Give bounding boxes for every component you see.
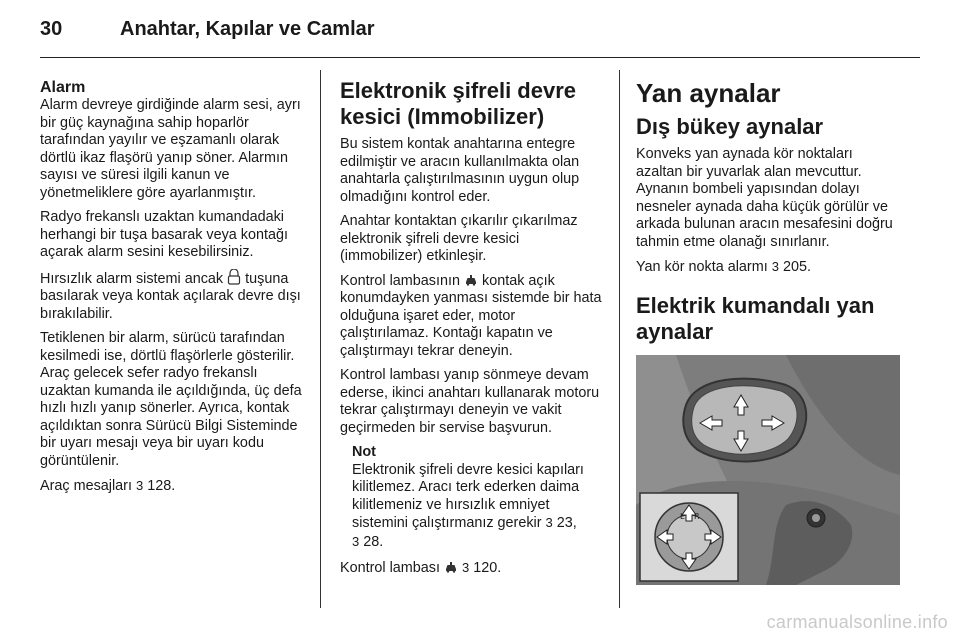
alarm-paragraph-3 (40, 269, 308, 324)
electric-mirrors-heading: Elektrik kumandalı yan aynalar (636, 292, 875, 344)
immobilizer-p3-end: kontak açık konumdayken yanması sistemde bir hata olduğuna işaret eder, motor çalıştırılamaz. Kontağı kapatın ve çalıştırmayı tekrar deneyin. (340, 272, 602, 359)
immobilizer-warning-icon (464, 274, 478, 286)
alarm-p5-text: Araç mesajları (40, 478, 132, 494)
immobilizer-paragraph-2: Anahtar kontaktan çıkarılır çıkarılmaz elektronik şifreli devre kesici (immobilizer) etkinleşir. (340, 213, 578, 264)
blind-spot-reference (636, 258, 902, 277)
column-divider-2 (619, 70, 620, 608)
immobilizer-paragraph-1: Bu sistem kontak anahtarına entegre edilmiştir ve aracın kullanılmakta olan anahtarla çalıştırılmasının uygun olup olmadığını kontrol eder. (340, 136, 580, 205)
note-title: Not (352, 444, 376, 460)
blind-spot-text: Yan kör nokta alarmı (636, 259, 768, 275)
immobilizer-p3-start: Kontrol lambasının (340, 272, 460, 289)
column-side-mirrors (636, 78, 902, 585)
immobilizer-p5-page-link[interactable]: 120. (473, 560, 502, 576)
alarm-p5-page-link[interactable]: 128. (147, 478, 176, 494)
svg-text:R: R (694, 511, 700, 521)
alarm-paragraph-4: Tetiklenen bir alarm, sürücü tarafından kesilmedi ise, dörtlü flaşörlerle gösterilir. Araç gelecek sefer radyo frekanslı uzaktan kumanda ile açıldığında, üç defa hızlı hızlı yanıp sönerler. Ayrıca, kontak açıldıktan sonra Sürücü Bilgi Sisteminde bir uyarı mesajı veya bir uyarı kodu görüntülenir. (40, 330, 302, 469)
alarm-paragraph-1: Alarm devreye girdiğinde alarm sesi, ayrı bir güç kaynağına sahip hoparlör tarafından yayılır ve eşzamanlı olarak dörtlü ikaz flaşörü yanıp söner. Alarmın sayısı ve süresi ilgili kanun ve yönetmeliklere göre ayarlanmıştır. (40, 97, 301, 201)
alarm-p3-end: tuşuna basılarak veya kontak açılarak devre dışı bırakılabilir. (40, 270, 301, 322)
immobilizer-paragraph-3 (340, 273, 602, 361)
alarm-p3-start: Hırsızlık alarm sistemi ancak (40, 270, 224, 287)
alarm-heading: Alarm (40, 79, 86, 96)
ref-arrow-icon: 3 (545, 515, 553, 530)
ref-arrow-icon: 3 (771, 259, 779, 274)
mirror-control-illustration (636, 355, 900, 585)
page-number: 30 (40, 18, 63, 40)
alarm-paragraph-5 (40, 477, 308, 496)
svg-text:L: L (680, 511, 685, 521)
note-ref-link-1[interactable]: 23, (556, 515, 577, 531)
immobilizer-warning-icon (444, 561, 458, 573)
immobilizer-heading: Elektronik şifreli devre kesici (Immobilizer) (340, 78, 576, 129)
ref-arrow-icon: 3 (461, 560, 470, 575)
note-box (352, 444, 602, 551)
header-rule (40, 57, 920, 58)
alarm-paragraph-2: Radyo frekanslı uzaktan kumandadaki herhangi bir tuşa basarak veya kontağı açarak alarm sesini kesebilirsiniz. (40, 209, 288, 260)
note-text (352, 462, 602, 552)
column-immobilizer (340, 78, 602, 585)
convex-mirrors-paragraph: Konveks yan aynada kör noktaları azaltan bir yuvarlak alan mevcuttur. Aynanın bombeli yapısından dolayı nesneler aynada daha küçük görülür ve arkada bulunan aracın mesafesini doğru tahmin etme olanağı sınırlanır. (636, 146, 893, 250)
immobilizer-p5-text: Kontrol lambası (340, 560, 440, 576)
page-header (40, 18, 920, 50)
side-mirrors-title: Yan aynalar (636, 78, 781, 108)
ref-arrow-icon: 3 (352, 533, 360, 549)
chapter-title: Anahtar, Kapılar ve Camlar (120, 18, 375, 40)
ref-arrow-icon: 3 (135, 478, 144, 493)
column-alarm (40, 78, 308, 503)
note-ref-link-2[interactable]: 28. (363, 533, 384, 550)
column-divider-1 (320, 70, 321, 608)
watermark: carmanualsonline.info (766, 612, 948, 632)
car-lock-icon (227, 269, 241, 285)
note-body: Elektronik şifreli devre kesici kapıları kilitlemez. Aracı terk ederken daima kilitlemeniz ve hırsızlık emniyet sistemini çalıştırmanız gerekir (352, 461, 584, 531)
immobilizer-paragraph-4: Kontrol lambası yanıp sönmeye devam ederse, ikinci anahtarı kullanarak motoru tekrar çalıştırmayı deneyin ve vakit geçirmeden bir servise başvurun. (340, 367, 600, 436)
mirror-illustration-svg (636, 355, 900, 585)
convex-mirrors-heading: Dış bükey aynalar (636, 114, 824, 139)
immobilizer-paragraph-5 (340, 559, 602, 578)
blind-spot-page-link[interactable]: 205. (782, 259, 811, 275)
